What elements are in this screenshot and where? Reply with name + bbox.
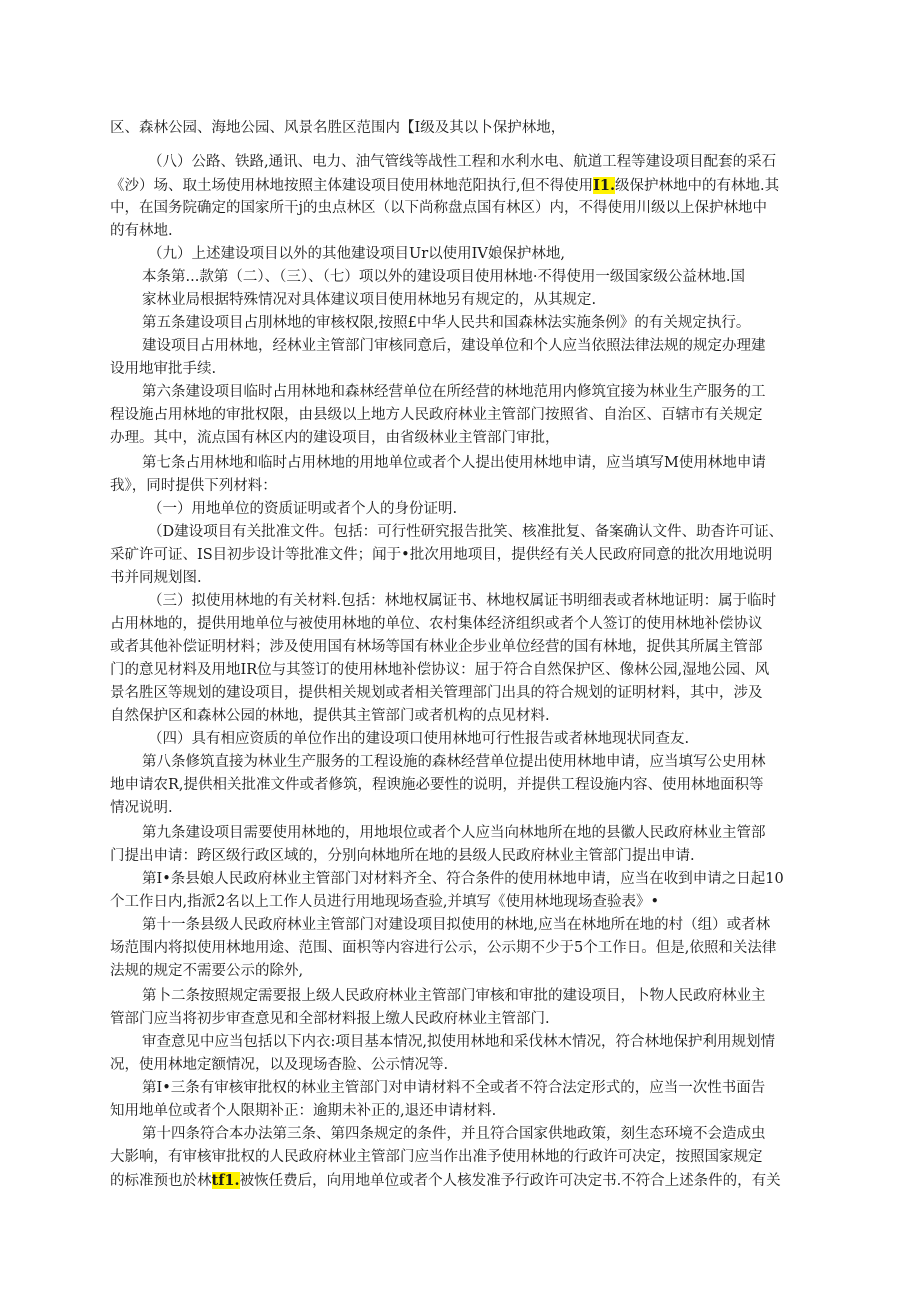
text-line: 我》，同时提供下列材料： xyxy=(110,478,277,494)
text-line: 的有林地. xyxy=(110,223,173,239)
text-line: 建设项目占用林地，经林业主管部门审核同意后，建设单位和个人应当依照法律法规的规定办理建 xyxy=(142,338,766,354)
highlighted-text: I1. xyxy=(593,177,616,194)
text-line: 大影响，有审核审批权的人民政府林业主管部门应当作出准予使用林地的行政许可决定，按照国家规定 xyxy=(110,1149,763,1165)
text-line: 景名胜区等规划的建设项目，提供相关规划或者相关管理部门出具的符合规划的证明材料，其中，涉及 xyxy=(110,685,763,701)
text-line: 知用地单位或者个人限期补正：逾期未补正的,退还申请材料. xyxy=(110,1103,497,1119)
text-line: 第八条修筑直接为林业生产服务的工程设施的森林经营单位提出使用林地申请，应当填写公史用林 xyxy=(142,754,766,770)
text-line: 书并同规划图. xyxy=(110,570,202,586)
text-line: 法规的规定不需要公示的除外, xyxy=(110,963,304,979)
text-line: 个工作日内,指派2名以上工作人员进行用地现场查验,并填写《使用林地现场查验表》• xyxy=(110,894,659,910)
text-line: 的标准预也於林tf1.被恢任费后，向用地单位或者个人核发准予行政许可决定书.不符合上述条件的，有关 xyxy=(110,1172,781,1189)
text-line: 或者其他补偿证明材料；涉及使用国有林场等国有林业企步业单位经营的国有林地，捉供其所属主管部 xyxy=(110,639,763,655)
text-line: 设用地审批手续. xyxy=(110,361,217,377)
text-line: 第十一条县级人民政府林业主管部门对建设项目拟使用的林地,应当在林地所在地的村（组）或者林 xyxy=(142,917,771,933)
text-line: 第I•三条有审核审批权的林业主管部门对申请材料不全或者不符合法定形式的，应当一次性书面告 xyxy=(142,1080,766,1096)
text-line: （一）用地单位的资质证明或者个人的身份证明. xyxy=(148,501,458,517)
text-line: 第六条建设项目临时占用林地和森林经营单位在所经营的林地范用内修筑宜接为林业生产服务的工 xyxy=(142,384,766,400)
text-line: 区、森林公园、海地公园、风景名胜区范围内【I级及其以卜保护林地， xyxy=(110,120,566,136)
text-line: 地申请农R,提供相关批准文件或者修筑，程谀施必要性的说明，并提供工程设施内容、使用林地面积等 xyxy=(110,777,764,793)
text-line: 第九条建设项目需要使用林地的，用地垠位或者个人应当向林地所在地的县徽人民政府林业主管部 xyxy=(142,825,766,841)
text-line: 采矿许可证、IS目初步设计等批准文件；闻于•批次用地项目，提供经有关人民政府同意的批次用地说明 xyxy=(110,547,773,563)
text-line: （九）上述建设项目以外的其他建设项目Ur以使用IV娘保护林地, xyxy=(148,246,565,262)
text-line: （八）公路、铁路,通讯、电力、油气管线等战性工程和水利水电、航道工程等建设项目配套的采石 xyxy=(148,154,777,170)
text-line: 门提出申请：跨区级行政区域的，分别向林地所在地的县级人民政府林业主管部门提出申请. xyxy=(110,848,695,864)
text-line: 家林业局根据特殊情况对具体建议项目使用林地另有规定的，从其规定. xyxy=(142,292,597,308)
text-line: 第卜二条按照规定需要报上级人民政府林业主管部门审核和审批的建设项目，卜物人民政府林业主 xyxy=(142,988,766,1004)
text-line: 管部门应当将初步审查意见和全部材料报上缴人民政府林业主管部门. xyxy=(110,1011,550,1027)
text-line: （四）具有相应资质的单位作出的建设项口使用林地可行性报告或者林地现状同查友. xyxy=(148,731,690,747)
text-line: （三）拟使用林地的有关材料.包括：林地权属证书、林地权属证书明细表或者林地证明：属于临时 xyxy=(148,593,777,609)
text-line: 况，使用林地定额情况，以及现场杳脸、公示情况等. xyxy=(110,1057,449,1073)
text-line: 门的意见材料及用地IR位与其签订的使用林地补偿协议：屈于符合自然保护区、像林公园,湿地公园、风 xyxy=(110,662,770,678)
text-line: 程设施占用林地的审批权限，由县级以上地方人民政府林业主管部门按照省、自治区、百辖市有关规定 xyxy=(110,407,763,423)
text-line: （D建设项目有关批准文件。包括：可行性研究报告批笑、核准批复、备案确认文件、助杳许可证、 xyxy=(148,524,784,540)
text-line: 本条第...款第（二）、（三）、（七）项以外的建设项目使用林地·不得使用一级国家级公益林地.国 xyxy=(142,269,746,285)
text-line: 《沙）场、取土场使用林地按照主体建设项目使用林地范阳执行,但不得使用I1.级保护林地中的有林地.其 xyxy=(110,177,780,194)
text-line: 审查意见中应当包括以下内衣:项目基本情况,拟使用林地和采伐林木情况，符合林地保护利用规划情 xyxy=(142,1034,775,1050)
text-line: 中，在国务院确定的国家所干j的虫点林区（以下尚称盘点国有林区）内，不得使用川级以上保护林地中 xyxy=(110,200,767,216)
highlighted-text: tf1. xyxy=(211,1172,240,1189)
text-line: 第五条建设项目占刖林地的审核权限,按照£中华人民共和国森林法实施条例》的有关规定执行。 xyxy=(142,315,751,331)
text-line: 自然保护区和森林公园的林地，提供其主管部门或者机构的点见材料. xyxy=(110,708,550,724)
text-line: 第I•条县娘人民政府林业主管部门对材料齐全、符合条件的使用林地申请，应当在收到申请之日起10 xyxy=(142,871,784,887)
text-line: 第十四条符合本办法第三条、第四条规定的条件，并且符合国家供地政策，刻生态环境不会造成虫 xyxy=(142,1126,766,1142)
text-line: 情况说明. xyxy=(110,800,173,816)
text-line: 第七条占用林地和临时占用林地的用地单位或者个人提出使用林地申请，应当填写M使用林地申请 xyxy=(142,455,766,471)
text-line: 办理。其中，流点国有林区内的建设项目，由省级林业主管部门审批， xyxy=(110,430,560,446)
text-line: 场范围内将拟使用林地用途、范围、面枳等内容进行公示，公示期不少于5个工作日。但是,依照和关法律 xyxy=(110,940,777,956)
text-line: 占用林地的，提供用地单位与被使用林地的单位、农村集体经济组织或者个人签订的使用林地补偿协议 xyxy=(110,616,763,632)
